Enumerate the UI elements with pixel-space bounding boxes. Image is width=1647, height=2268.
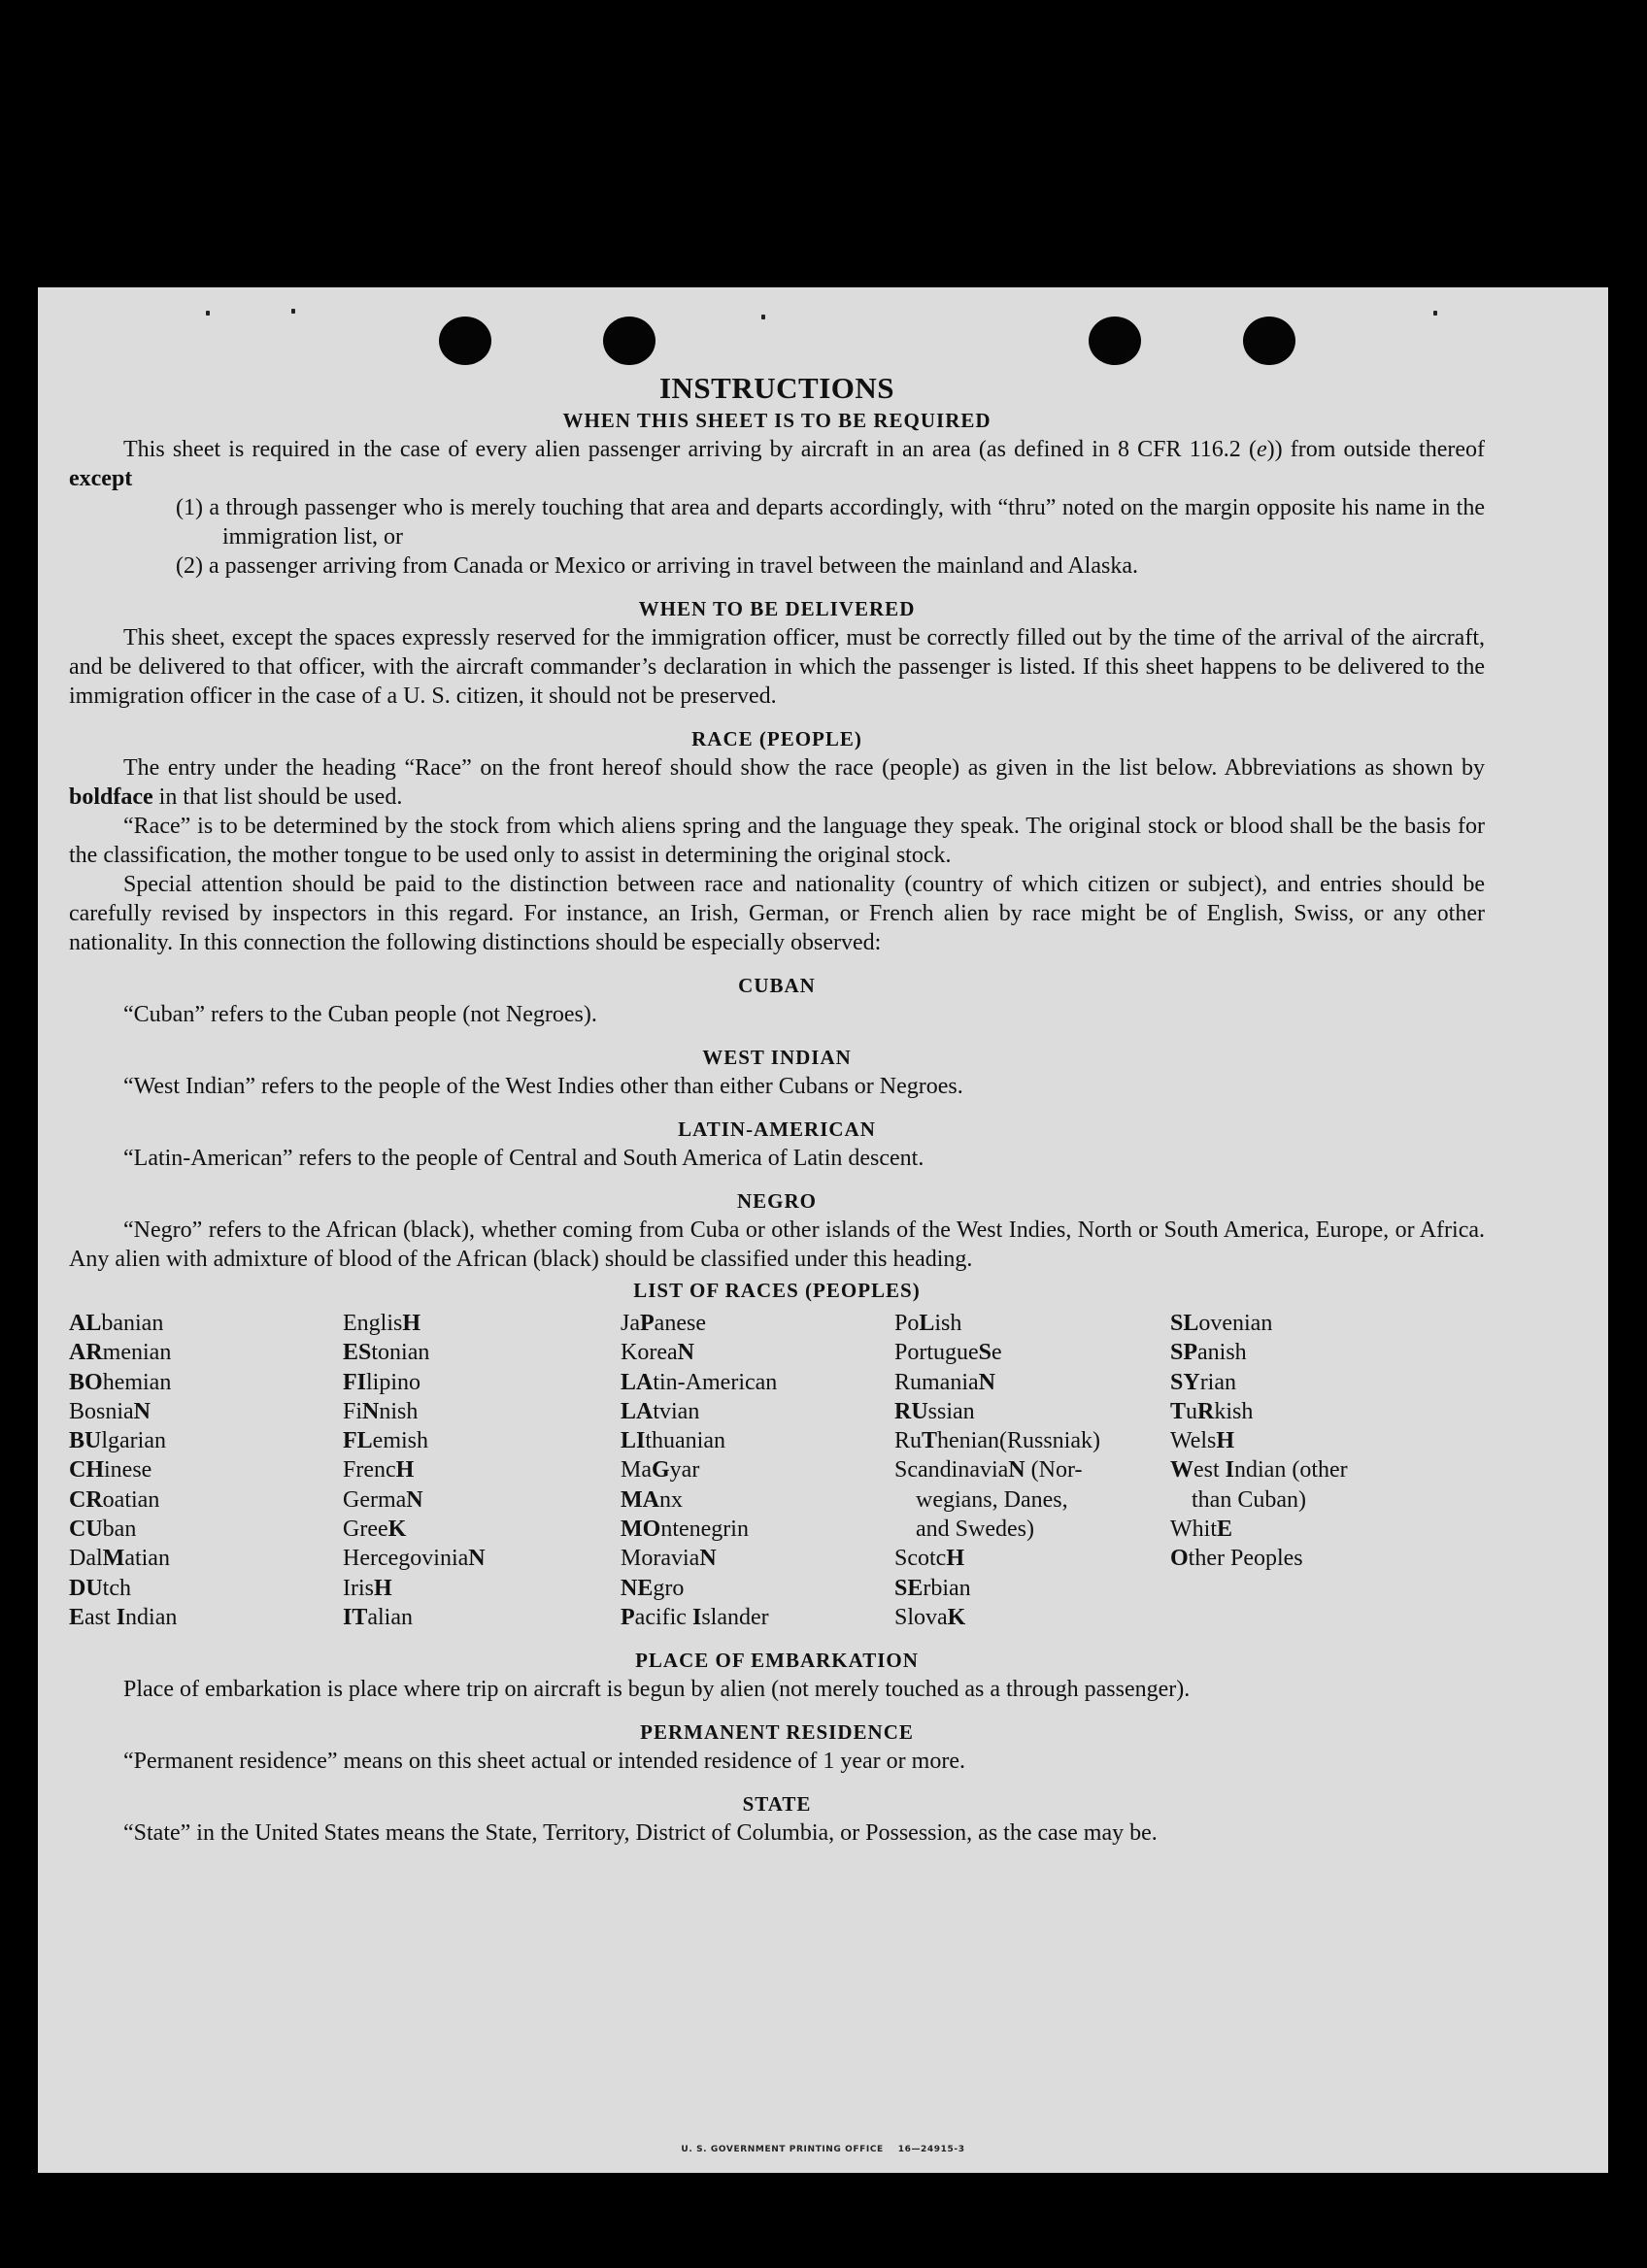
race-entry: EnglisH — [343, 1311, 421, 1336]
race-entry: BOhemian — [69, 1369, 172, 1395]
race-column — [621, 1309, 894, 1632]
negro-text: “Negro” refers to the African (black), whether coming from Cuba or other islands of the West Indies, North or South America, Europe, or Africa. Any alien with admixture of blood of the African (black) should be classified under this heading. — [69, 1217, 1485, 1272]
punch-hole — [1089, 317, 1141, 365]
race-entry: DUtch — [69, 1575, 131, 1601]
race-entry: wegians, Danes, — [916, 1486, 1068, 1513]
race-entry: and Swedes) — [916, 1517, 1034, 1543]
race-entry: TuRkish — [1170, 1398, 1254, 1424]
race-entry: EStonian — [343, 1340, 430, 1366]
race-entry: BUlgarian — [69, 1428, 166, 1454]
race-entry: SPanish — [1170, 1340, 1247, 1366]
section-heading-races-list: LIST OF RACES (PEOPLES) — [633, 1279, 921, 1302]
race-entry: DalMatian — [69, 1546, 170, 1572]
latin-american-text: “Latin-American” refers to the people of Central and South America of Latin descent. — [123, 1146, 924, 1171]
section-heading-negro: NEGRO — [736, 1189, 817, 1213]
race-entry: FIlipino — [343, 1369, 421, 1395]
page-title: INSTRUCTIONS — [658, 371, 894, 405]
race-entry: GreeK — [343, 1517, 407, 1543]
residence-text: “Permanent residence” means on this sheet actual or intended residence of 1 year or more. — [123, 1749, 965, 1775]
race-entry: than Cuban) — [1192, 1486, 1306, 1513]
race-entry: SYrian — [1170, 1369, 1236, 1395]
race-entry: MOntenegrin — [621, 1517, 749, 1543]
race-entry: SlovaK — [894, 1604, 966, 1630]
section-heading-required: WHEN THIS SHEET IS TO BE REQUIRED — [562, 409, 992, 432]
race-entry: RuThenian(Russniak) — [894, 1428, 1100, 1454]
section-heading-residence: PERMANENT RESIDENCE — [640, 1720, 914, 1745]
race-entry: FLemish — [343, 1428, 428, 1454]
printing-office-footer: U. S. GOVERNMENT PRINTING OFFICE 16—24915-3 — [681, 2145, 965, 2154]
speck — [1433, 311, 1437, 316]
race-entry: JaPanese — [621, 1311, 706, 1336]
required-item-2: (2) a passenger arriving from Canada or Mexico or arriving in travel between the mainland and Alaska. — [176, 553, 1138, 579]
race-column — [894, 1309, 1170, 1632]
punch-hole — [603, 317, 655, 365]
required-intro: This sheet is required in the case of every alien passenger arriving by aircraft in an area (as defined in 8 CFR 116.2 (e)) from outside thereof except — [69, 437, 1485, 491]
document-sheet — [38, 287, 1608, 2173]
race-entry: BosniaN — [69, 1398, 151, 1424]
race-entry: MoraviaN — [621, 1546, 717, 1572]
punch-hole — [439, 317, 491, 365]
race-paragraph-1: The entry under the heading “Race” on the front hereof should show the race (people) as given in the list below. Abbreviations as shown by boldface in that list should be used. — [69, 755, 1485, 810]
section-heading-race: RACE (PEOPLE) — [691, 727, 862, 750]
race-entry: SErbian — [894, 1575, 971, 1601]
race-entry: East Indian — [69, 1604, 178, 1630]
race-column — [1170, 1309, 1462, 1632]
race-entry: RumaniaN — [894, 1369, 995, 1395]
race-entry: Other Peoples — [1170, 1546, 1303, 1572]
section-heading-delivered: WHEN TO BE DELIVERED — [638, 597, 916, 620]
punch-hole — [1243, 317, 1295, 365]
race-entry: IrisH — [343, 1575, 392, 1601]
race-entry: PoLish — [894, 1311, 962, 1336]
race-entry: MAnx — [621, 1486, 683, 1513]
required-item-1: (1) a through passenger who is merely touching that area and departs accordingly, with “thru” noted on the margin opposite his name in the immigration list, or — [176, 495, 1485, 550]
section-heading-state: STATE — [742, 1792, 812, 1817]
section-heading-west-indian: WEST INDIAN — [702, 1046, 852, 1069]
race-entry: West Indian (other — [1170, 1457, 1348, 1484]
section-heading-latin-american: LATIN-AMERICAN — [678, 1117, 876, 1141]
race-entry: LAtin-American — [621, 1369, 778, 1395]
section-heading-cuban: CUBAN — [738, 974, 816, 997]
embarkation-text: Place of embarkation is place where trip on aircraft is begun by alien (not merely touched as a through passenger). — [123, 1677, 1191, 1703]
race-paragraph-2: “Race” is to be determined by the stock from which aliens spring and the language they speak. The original stock or blood shall be the basis for the classification, the mother tongue to be used only to assist in determining the original stock. — [69, 814, 1485, 868]
race-entry: LAtvian — [621, 1398, 700, 1424]
race-entry: GermaN — [343, 1486, 423, 1513]
race-entry: CRoatian — [69, 1486, 160, 1513]
race-entry: WhitE — [1170, 1517, 1233, 1543]
race-column — [69, 1309, 343, 1632]
race-entry: ITalian — [343, 1604, 413, 1630]
race-entry: HercegoviniaN — [343, 1546, 486, 1572]
speck — [206, 311, 210, 316]
race-entry: CUban — [69, 1517, 137, 1543]
cuban-text: “Cuban” refers to the Cuban people (not Negroes). — [123, 1002, 597, 1027]
state-text: “State” in the United States means the State, Territory, District of Columbia, or Possession, as the case may be. — [123, 1820, 1158, 1847]
west-indian-text: “West Indian” refers to the people of the West Indies other than either Cubans or Negroes. — [123, 1074, 963, 1099]
instructions-content — [69, 371, 1485, 1848]
speck — [761, 315, 765, 319]
race-entry: ARmenian — [69, 1340, 172, 1366]
race-entry: SLovenian — [1170, 1311, 1273, 1336]
race-entry: PortugueSe — [894, 1340, 1002, 1366]
races-list — [69, 1309, 1485, 1632]
speck — [291, 309, 295, 314]
race-entry: LIthuanian — [621, 1428, 725, 1454]
race-entry: FrencH — [343, 1457, 415, 1484]
race-entry: RUssian — [894, 1398, 975, 1424]
section-heading-embarkation: PLACE OF EMBARKATION — [635, 1649, 919, 1673]
race-entry: ScandinaviaN (Nor- — [894, 1457, 1083, 1484]
race-entry: FiNnish — [343, 1398, 419, 1424]
race-paragraph-3: Special attention should be paid to the distinction between race and nationality (country of which citizen or subject), and entries should be carefully revised by inspectors in this regard. For instance, an Irish, German, or French alien by race might be of English, Swiss, or any other nationality. In this connection the following distinctions should be especially observed: — [69, 872, 1485, 955]
race-entry: ALbanian — [69, 1311, 164, 1336]
race-entry: WelsH — [1170, 1428, 1235, 1454]
race-entry: ScotcH — [894, 1546, 964, 1572]
race-entry: KoreaN — [621, 1340, 694, 1366]
race-column — [343, 1309, 621, 1632]
delivered-text: This sheet, except the spaces expressly reserved for the immigration officer, must be correctly filled out by the time of the arrival of the aircraft, and be delivered to that officer, with the aircraft commander’s declaration in which the passenger is listed. If this sheet happens to be delivered to the immigration officer in the case of a U. S. citizen, it should not be preserved. — [69, 625, 1485, 709]
race-entry: CHinese — [69, 1457, 152, 1484]
race-entry: NEgro — [621, 1575, 685, 1601]
race-entry: MaGyar — [621, 1457, 700, 1484]
race-entry: Pacific Islander — [621, 1604, 769, 1630]
